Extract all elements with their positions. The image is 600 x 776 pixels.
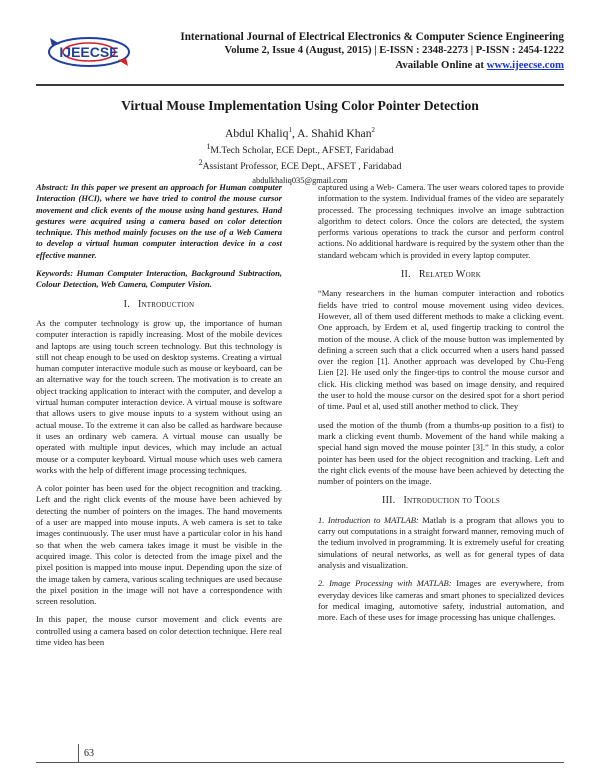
- header-divider: [36, 84, 564, 86]
- abstract: Abstract: In this paper we present an approach for Human computer Interaction (HCI), where we have tried to control the mouse cursor movement and click events of the mouse using hand gestures. Hand gestures were acquired using a camera based on color detection technique. This method mainly focuses on the use of a Web Camera to develop a virtual human computer interaction device in a cost effective manner.: [36, 182, 282, 260]
- footer-rule: [36, 762, 564, 763]
- affiliation-2: $^2$Assistant Professor, ECE Dept., AFSET , Faridabad: [198, 158, 402, 173]
- journal-website-link[interactable]: www.ijeecse.com: [486, 59, 564, 71]
- paragraph-matlab: 1. Introduction to MATLAB: Matlab is a program that allows you to carry out computations in a straight forward manner, removing much of the tedium involved in programming. It is extremely useful for creating simulations of neural networks, as well as for general types of data analysis and visualization.: [318, 514, 564, 570]
- right-column: [318, 182, 564, 630]
- online-prefix: Available Online at: [395, 59, 487, 71]
- author-email[interactable]: abdulkhaliq035@gmail.com: [252, 176, 348, 186]
- paragraph: A color pointer has been used for the object recognition and tracking. Left and the right click events of the mouse have been achieved by detecting the number of pointers on the images. The hand movements of a user are mapped into mouse inputs. A web camera is set to take images continuously. The user must have a particular color in his hand so that when the web camera takes image it must be visible in the acquired image. This color is detected from the image pixel and the pixel position is mapped into mouse input. Depending upon the size of the image taken by camera, various scaling techniques are used because the pixel position in the image will not have a correspondence with screen resolution.: [36, 483, 282, 607]
- section-heading-introduction: I. Introduction: [123, 298, 195, 310]
- paragraph: As the computer technology is grow up, the importance of human computer interaction is rapidly increasing. Most of the mobile devices and laptops are using touch screen technology. But this technology is still not cheap enough to be used on desktop systems. Creating a virtual human computer interactive module such as mouse or keyboard, can be an alternative way for the touch screen. The motivation is to create an object tracking application to interact with the computer, and develop a virtual human computer interaction device. A virtual mouse is software that allows users to give mouse inputs to a system without using an actual mouse. To the extreme it can also be called as hardware because it uses an ordinary web camera. A virtual mouse can usually be operated with multiple input devices, which may include an actual mouse or a computer keyboard. Virtual mouse which uses web camera works with the help of different image processing techniques.: [36, 317, 282, 475]
- author-2: A. Shahid Khan: [297, 126, 372, 140]
- page-number: 63: [84, 748, 94, 759]
- left-column: [36, 182, 282, 655]
- footer-vertical-rule: [78, 744, 79, 762]
- section-heading-related-work: II. Related Work: [401, 269, 481, 281]
- author-line: Abdul Khaliq$^1$, A. Shahid Khan$^2$: [225, 126, 375, 140]
- section-heading-tools: III. Introduction to Tools: [382, 495, 500, 507]
- paragraph: In this paper, the mouse cursor movement and click events are controlled using a camera based on color detection technique. Here real time video has been: [36, 614, 282, 647]
- title-block: [36, 97, 564, 186]
- paper-title: Virtual Mouse Implementation Using Color Pointer Detection: [121, 98, 479, 113]
- journal-header: [150, 30, 564, 72]
- keywords: Keywords: Human Computer Interaction, Background Subtraction, Colour Detection, Web Camera, Computer Vision.: [36, 268, 282, 290]
- paragraph: used the motion of the thumb (from a thumbs-up position to a fist) to mark a clicking event thumb. Movement of the hand while making a special hand sign moved the mouse pointer [3].” In this study, a color pointer has been used for the object recognition and tracking. Left and the right click events of the mouse have been achieved by detecting the number of pointers on the image.: [318, 419, 564, 487]
- author-1: Abdul Khaliq: [225, 126, 289, 140]
- journal-name: International Journal of Electrical Electronics & Computer Science Engineering: [180, 31, 564, 43]
- paragraph-image-processing: 2. Image Processing with MATLAB: Images are everywhere, from everyday devices like cameras and smart phones to specialized devices for medical imaging, automotive safety, industrial automation, and more. Each of these uses for image processing has unique challenges.: [318, 578, 564, 623]
- journal-online-line: [150, 58, 564, 72]
- affiliation-1: $^1$M.Tech Scholar, ECE Dept., AFSET, Faridabad: [206, 141, 394, 157]
- logo-text: IJEECSE: [59, 44, 119, 60]
- paragraph: captured using a Web- Camera. The user wears colored tapes to provide information to the system. Individual frames of the video are separately processed. The processing techniques involve an image subtraction algorithm to detect colors. Once the colors are detected, the system performs various operations to track the cursor and perform control actions. No additional hardware is required by the system other than the standard webcam which is provided in every laptop computer.: [318, 182, 564, 260]
- journal-volume-info: Volume 2, Issue 4 (August, 2015) | E-ISSN : 2348-2273 | P-ISSN : 2454-1222: [224, 45, 564, 56]
- journal-logo: [30, 30, 148, 86]
- paragraph: “Many researchers in the human computer interaction and robotics fields have tried to control mouse movement using video devices. However, all of them used different methods to make a clicking event. One approach, by Erdem et al, used fingertip tracking to control the motion of the mouse. A click of the mouse button was implemented by defining a screen such that a click occurred when a users hand passed over the region [1]. Another approach was developed by Chu-Feng Lien [2]. He used only the finger-tips to control the mouse cursor and click. His clicking method was based on image density, and required the user to hold the mouse cursor on the desired spot for a short period of time. Paul et al, used still another method to click. They: [318, 288, 564, 412]
